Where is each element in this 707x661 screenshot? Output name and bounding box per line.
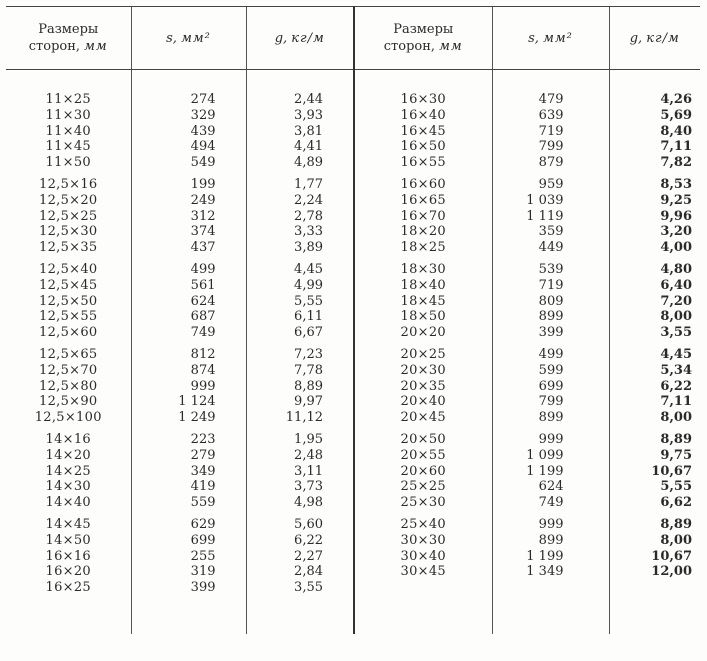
mass-cell-left: 4,45: [246, 256, 354, 278]
table-row: [6, 124, 700, 140]
table-row: [6, 549, 700, 565]
area-cell-left: 749: [131, 325, 246, 341]
header-area-unit: мм²: [181, 30, 211, 46]
area-cell-left: 279: [131, 448, 246, 464]
table-row: [6, 193, 700, 209]
area-cell-right: 599: [492, 363, 609, 379]
size-cell-left: 12,5×60: [39, 325, 98, 341]
table-row: [6, 495, 700, 511]
size-cell-right: 18×40: [354, 278, 492, 294]
spacer-cell: [354, 596, 492, 634]
mass-cell-right: [609, 580, 700, 596]
size-cell-right: 16×30: [354, 92, 492, 108]
spacer-cell: [6, 596, 131, 634]
size-cell-right: 16×40: [354, 108, 492, 124]
area-cell-right: 1 119: [492, 209, 609, 225]
mass-cell-left: 4,41: [246, 139, 354, 155]
table-row: [6, 410, 700, 426]
mass-cell-right: 9,96: [609, 209, 700, 225]
header-mass-unit: кг/м: [646, 30, 680, 46]
spacer-cell: [492, 596, 609, 634]
table-row: [6, 479, 700, 495]
table-row: [6, 426, 700, 448]
mass-cell-right: 7,82: [609, 155, 700, 171]
mass-cell-right: 4,26: [609, 92, 700, 108]
area-cell-right: 809: [492, 294, 609, 310]
mass-cell-left: 1,77: [246, 171, 354, 193]
area-cell-left: 199: [131, 171, 246, 193]
area-cell-left: 419: [131, 479, 246, 495]
mass-cell-right: 7,20: [609, 294, 700, 310]
mass-cell-right: 7,11: [609, 394, 700, 410]
size-cell-right: 20×25: [354, 341, 492, 363]
mass-cell-right: 8,89: [609, 511, 700, 533]
area-cell-left: 1 249: [131, 410, 246, 426]
area-cell-right: 1 199: [492, 464, 609, 480]
header-area-unit: мм²: [543, 30, 573, 46]
size-cell-right: 20×50: [354, 426, 492, 448]
area-cell-right: 399: [492, 325, 609, 341]
area-cell-right: 1 349: [492, 564, 609, 580]
bottom-spacer-row: [6, 596, 700, 634]
area-cell-left: 499: [131, 256, 246, 278]
table-row: [6, 108, 700, 124]
spacer-cell: [131, 596, 246, 634]
area-cell-right: 719: [492, 124, 609, 140]
area-cell-right: 699: [492, 379, 609, 395]
size-cell-left: 12,5×16: [39, 176, 98, 192]
area-cell-left: 349: [131, 464, 246, 480]
size-cell-left: 11×25: [45, 92, 91, 107]
area-cell-right: 999: [492, 511, 609, 533]
table-row: [6, 209, 700, 225]
area-cell-left: 687: [131, 309, 246, 325]
area-cell-left: 629: [131, 511, 246, 533]
size-cell-left: 12,5×40: [39, 261, 98, 277]
area-cell-right: 1 099: [492, 448, 609, 464]
area-cell-right: 1 039: [492, 193, 609, 209]
size-cell-right: 20×20: [354, 325, 492, 341]
area-cell-left: 312: [131, 209, 246, 225]
area-cell-left: 255: [131, 549, 246, 565]
size-cell-right: 18×50: [354, 309, 492, 325]
mass-cell-right: 9,25: [609, 193, 700, 209]
profile-spec-table: [6, 6, 700, 634]
spacer-cell: [492, 70, 609, 93]
header-size-left: [6, 7, 131, 70]
mass-cell-left: 2,48: [246, 448, 354, 464]
area-cell-left: 374: [131, 224, 246, 240]
table-row: [6, 464, 700, 480]
mass-cell-left: 3,55: [246, 580, 354, 596]
mass-cell-left: 2,24: [246, 193, 354, 209]
mass-cell-right: 7,11: [609, 139, 700, 155]
area-cell-left: 437: [131, 240, 246, 256]
mass-cell-right: 3,20: [609, 224, 700, 240]
mass-cell-left: 6,22: [246, 533, 354, 549]
size-cell-right: 16×65: [354, 193, 492, 209]
mass-cell-left: 11,12: [246, 410, 354, 426]
size-cell-right: 20×45: [354, 410, 492, 426]
mass-cell-left: 3,93: [246, 108, 354, 124]
table-row: [6, 363, 700, 379]
mass-cell-left: 2,27: [246, 549, 354, 565]
size-cell-left: 11×50: [45, 155, 91, 171]
size-cell-left: 14×25: [45, 463, 91, 479]
mass-cell-right: 8,53: [609, 171, 700, 193]
size-cell-right: 16×45: [354, 124, 492, 140]
table-row: [6, 511, 700, 533]
area-cell-left: 999: [131, 379, 246, 395]
size-cell-right: 25×40: [354, 511, 492, 533]
table-row: [6, 309, 700, 325]
area-cell-right: 799: [492, 394, 609, 410]
table-row: [6, 139, 700, 155]
mass-cell-right: 8,00: [609, 410, 700, 426]
size-cell-right: 18×30: [354, 256, 492, 278]
size-cell-right: 20×40: [354, 394, 492, 410]
size-cell-left: 14×30: [45, 479, 91, 495]
area-cell-left: 561: [131, 278, 246, 294]
mass-cell-left: 5,55: [246, 294, 354, 310]
area-cell-right: 879: [492, 155, 609, 171]
header-size-line2: сторон,: [28, 39, 81, 54]
area-cell-left: 399: [131, 580, 246, 596]
size-cell-right: 30×45: [354, 564, 492, 580]
area-cell-right: 749: [492, 495, 609, 511]
area-cell-right: 479: [492, 92, 609, 108]
spacer-cell: [609, 596, 700, 634]
area-cell-right: 899: [492, 309, 609, 325]
mass-cell-right: 4,45: [609, 341, 700, 363]
size-cell-left: 12,5×35: [39, 240, 98, 256]
mass-cell-left: 8,89: [246, 379, 354, 395]
header-size-unit: мм: [439, 39, 463, 54]
area-cell-right: 539: [492, 256, 609, 278]
mass-cell-left: 1,95: [246, 426, 354, 448]
header-size-line1: Размеры: [393, 22, 454, 37]
table-header: [6, 7, 700, 70]
mass-cell-right: 8,00: [609, 533, 700, 549]
area-cell-left: 439: [131, 124, 246, 140]
area-cell-left: 1 124: [131, 394, 246, 410]
size-cell-left: 16×16: [45, 548, 91, 564]
mass-cell-left: 3,89: [246, 240, 354, 256]
area-cell-right: 899: [492, 533, 609, 549]
mass-cell-right: 4,80: [609, 256, 700, 278]
mass-cell-right: 6,40: [609, 278, 700, 294]
mass-cell-left: 3,73: [246, 479, 354, 495]
area-cell-right: 999: [492, 426, 609, 448]
mass-cell-right: 4,00: [609, 240, 700, 256]
mass-cell-left: 6,11: [246, 309, 354, 325]
area-cell-left: 874: [131, 363, 246, 379]
header-size-line1: Размеры: [38, 22, 99, 37]
mass-cell-right: 6,22: [609, 379, 700, 395]
mass-cell-left: 2,78: [246, 209, 354, 225]
size-cell-left: 14×16: [45, 431, 91, 447]
mass-cell-left: 3,11: [246, 464, 354, 480]
mass-cell-left: 2,44: [246, 92, 354, 108]
mass-cell-right: 8,40: [609, 124, 700, 140]
size-cell-right: 20×55: [354, 448, 492, 464]
size-cell-left: 12,5×25: [39, 208, 98, 224]
area-cell-left: 319: [131, 564, 246, 580]
header-mass-symbol: g,: [629, 30, 643, 46]
mass-cell-left: 4,99: [246, 278, 354, 294]
mass-cell-left: 2,84: [246, 564, 354, 580]
mass-cell-left: 9,97: [246, 394, 354, 410]
size-cell-left: 16×20: [45, 564, 91, 580]
mass-cell-left: 3,33: [246, 224, 354, 240]
size-cell-right: 25×25: [354, 479, 492, 495]
table-row: [6, 240, 700, 256]
spacer-cell: [354, 70, 492, 93]
header-mass-right: [609, 7, 700, 70]
size-cell-right: 25×30: [354, 495, 492, 511]
table-row: [6, 155, 700, 171]
area-cell-left: 812: [131, 341, 246, 363]
size-cell-right: 20×35: [354, 379, 492, 395]
size-cell-left: 12,5×20: [39, 192, 98, 208]
area-cell-left: 223: [131, 426, 246, 448]
header-area-symbol: s,: [528, 30, 539, 46]
size-cell-left: 11×40: [45, 123, 91, 139]
size-cell-right: 20×30: [354, 363, 492, 379]
size-cell-left: 12,5×30: [39, 224, 98, 240]
area-cell-right: 899: [492, 410, 609, 426]
mass-cell-right: 8,00: [609, 309, 700, 325]
size-cell-left: 14×20: [45, 447, 91, 463]
size-cell-right: 30×30: [354, 533, 492, 549]
area-cell-left: 249: [131, 193, 246, 209]
area-cell-right: 359: [492, 224, 609, 240]
mass-cell-right: 9,75: [609, 448, 700, 464]
area-cell-right: 959: [492, 171, 609, 193]
header-mass-symbol: g,: [274, 30, 288, 46]
area-cell-right: 499: [492, 341, 609, 363]
header-mass-unit: кг/м: [291, 30, 325, 46]
spacer-cell: [131, 70, 246, 93]
table-row: [6, 379, 700, 395]
size-cell-left: 12,5×90: [39, 394, 98, 410]
area-cell-left: 699: [131, 533, 246, 549]
size-cell-left: 14×50: [45, 532, 91, 548]
header-size-unit: мм: [84, 39, 108, 54]
size-cell-left: 11×45: [45, 139, 91, 155]
table-row: [6, 278, 700, 294]
size-cell-left: 12,5×55: [39, 309, 98, 325]
header-size-right: [354, 7, 492, 70]
area-cell-left: 559: [131, 495, 246, 511]
size-cell-left: 11×30: [45, 107, 91, 123]
size-cell-right: 16×55: [354, 155, 492, 171]
area-cell-right: 449: [492, 240, 609, 256]
table-body: [6, 70, 700, 634]
size-cell-right: 18×45: [354, 294, 492, 310]
table-row: [6, 224, 700, 240]
area-cell-right: 624: [492, 479, 609, 495]
mass-cell-left: 7,78: [246, 363, 354, 379]
size-cell-left: 12,5×45: [39, 277, 98, 293]
size-cell-left: 14×45: [45, 516, 91, 532]
table-row: [6, 325, 700, 341]
header-spacer-row: [6, 70, 700, 93]
area-cell-left: 274: [131, 92, 246, 108]
size-cell-right: 30×40: [354, 549, 492, 565]
table-row: [6, 533, 700, 549]
mass-cell-left: 6,67: [246, 325, 354, 341]
mass-cell-right: 5,69: [609, 108, 700, 124]
mass-cell-left: 3,81: [246, 124, 354, 140]
mass-cell-right: 10,67: [609, 549, 700, 565]
mass-cell-right: 5,55: [609, 479, 700, 495]
size-cell-left: 14×40: [45, 495, 91, 511]
mass-cell-right: 3,55: [609, 325, 700, 341]
size-cell-left: 16×25: [45, 580, 91, 596]
size-cell-left: 12,5×100: [34, 410, 102, 426]
mass-cell-right: 8,89: [609, 426, 700, 448]
mass-cell-right: 12,00: [609, 564, 700, 580]
spacer-cell: [246, 70, 354, 93]
size-cell-right: 16×70: [354, 209, 492, 225]
table-row: [6, 394, 700, 410]
header-area-symbol: s,: [166, 30, 177, 46]
size-cell-right: 18×20: [354, 224, 492, 240]
header-area-left: [131, 7, 246, 70]
size-cell-right: 16×60: [354, 171, 492, 193]
area-cell-left: 329: [131, 108, 246, 124]
table-row: [6, 341, 700, 363]
size-cell-left: 12,5×50: [39, 293, 98, 309]
table-row: [6, 294, 700, 310]
mass-cell-left: 4,98: [246, 495, 354, 511]
mass-cell-left: 4,89: [246, 155, 354, 171]
mass-cell-right: 6,62: [609, 495, 700, 511]
size-cell-right: 16×50: [354, 139, 492, 155]
size-cell-left: 12,5×70: [39, 362, 98, 378]
size-cell-right: 18×25: [354, 240, 492, 256]
table-row: [6, 171, 700, 193]
mass-cell-right: 10,67: [609, 464, 700, 480]
header-area-right: [492, 7, 609, 70]
spacer-cell: [6, 70, 131, 93]
area-cell-right: 639: [492, 108, 609, 124]
mass-cell-right: 5,34: [609, 363, 700, 379]
table-row: [6, 564, 700, 580]
area-cell-left: 624: [131, 294, 246, 310]
spacer-cell: [246, 596, 354, 634]
table-row: [6, 256, 700, 278]
table-row: [6, 580, 700, 596]
mass-cell-left: 7,23: [246, 341, 354, 363]
spacer-cell: [609, 70, 700, 93]
size-cell-right: 20×60: [354, 464, 492, 480]
header-size-line2: сторон,: [383, 39, 436, 54]
area-cell-left: 549: [131, 155, 246, 171]
header-mass-left: [246, 7, 354, 70]
table-row: [6, 92, 700, 108]
area-cell-right: 799: [492, 139, 609, 155]
size-cell-left: 12,5×65: [39, 346, 98, 362]
size-cell-right: [354, 580, 492, 596]
table-row: [6, 448, 700, 464]
area-cell-right: 1 199: [492, 549, 609, 565]
mass-cell-left: 5,60: [246, 511, 354, 533]
area-cell-left: 494: [131, 139, 246, 155]
area-cell-right: 719: [492, 278, 609, 294]
area-cell-right: [492, 580, 609, 596]
size-cell-left: 12,5×80: [39, 378, 98, 394]
